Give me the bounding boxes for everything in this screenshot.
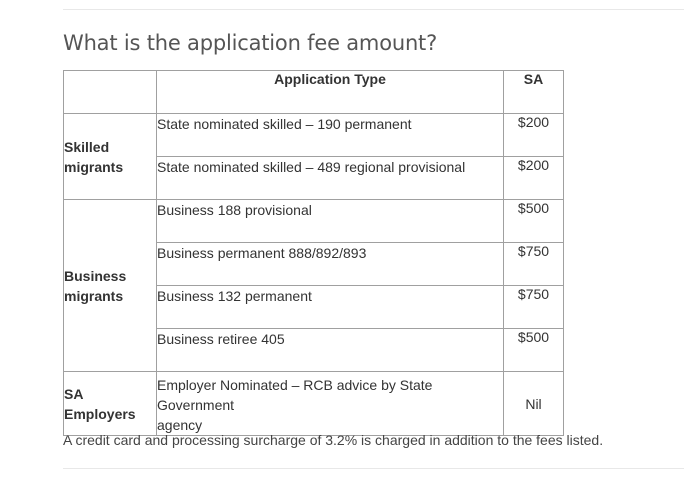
table-row bbox=[64, 200, 564, 243]
header-sa: SA bbox=[504, 71, 564, 114]
header-group-cell bbox=[64, 71, 157, 114]
sa-fee-cell: $500 bbox=[504, 200, 564, 243]
group-label-line1: Skilled bbox=[64, 138, 110, 155]
sa-fee-cell: $200 bbox=[504, 114, 564, 157]
application-type-cell: State nominated skilled – 190 permanent bbox=[157, 114, 504, 157]
group-skilled-migrants bbox=[64, 114, 157, 200]
table-row bbox=[64, 372, 564, 436]
application-type-cell: State nominated skilled – 489 regional provisional bbox=[157, 157, 504, 200]
sa-fee-cell: $750 bbox=[504, 243, 564, 286]
header-application-type: Application Type bbox=[157, 71, 504, 114]
application-type-cell bbox=[157, 372, 504, 436]
sa-fee-cell: $200 bbox=[504, 157, 564, 200]
table-row bbox=[64, 114, 564, 157]
group-label-line2: Employers bbox=[64, 405, 136, 422]
top-divider bbox=[63, 9, 684, 10]
group-sa-employers bbox=[64, 372, 157, 436]
application-fee-table bbox=[63, 70, 564, 436]
group-business-migrants bbox=[64, 200, 157, 372]
group-label-line2: migrants bbox=[64, 158, 124, 175]
section-heading: What is the application fee amount? bbox=[63, 31, 438, 55]
application-type-cell: Business permanent 888/892/893 bbox=[157, 243, 504, 286]
group-label-line1: Business bbox=[64, 267, 127, 284]
sa-fee-cell: $500 bbox=[504, 329, 564, 372]
group-label-line1: SA bbox=[64, 385, 84, 402]
table-header-row bbox=[64, 71, 564, 114]
bottom-divider bbox=[63, 468, 684, 469]
application-type-cell: Business retiree 405 bbox=[157, 329, 504, 372]
application-type-cell: Business 188 provisional bbox=[157, 200, 504, 243]
application-type-line1: Employer Nominated – RCB advice by State Government bbox=[157, 377, 433, 413]
surcharge-note: A credit card and processing surcharge of 3.2% is charged in addition to the fees listed. bbox=[63, 432, 604, 448]
sa-fee-cell: $750 bbox=[504, 286, 564, 329]
group-label-line2: migrants bbox=[64, 287, 124, 304]
sa-fee-cell: Nil bbox=[504, 372, 564, 436]
application-type-cell: Business 132 permanent bbox=[157, 286, 504, 329]
application-type-line2: agency bbox=[157, 417, 203, 433]
